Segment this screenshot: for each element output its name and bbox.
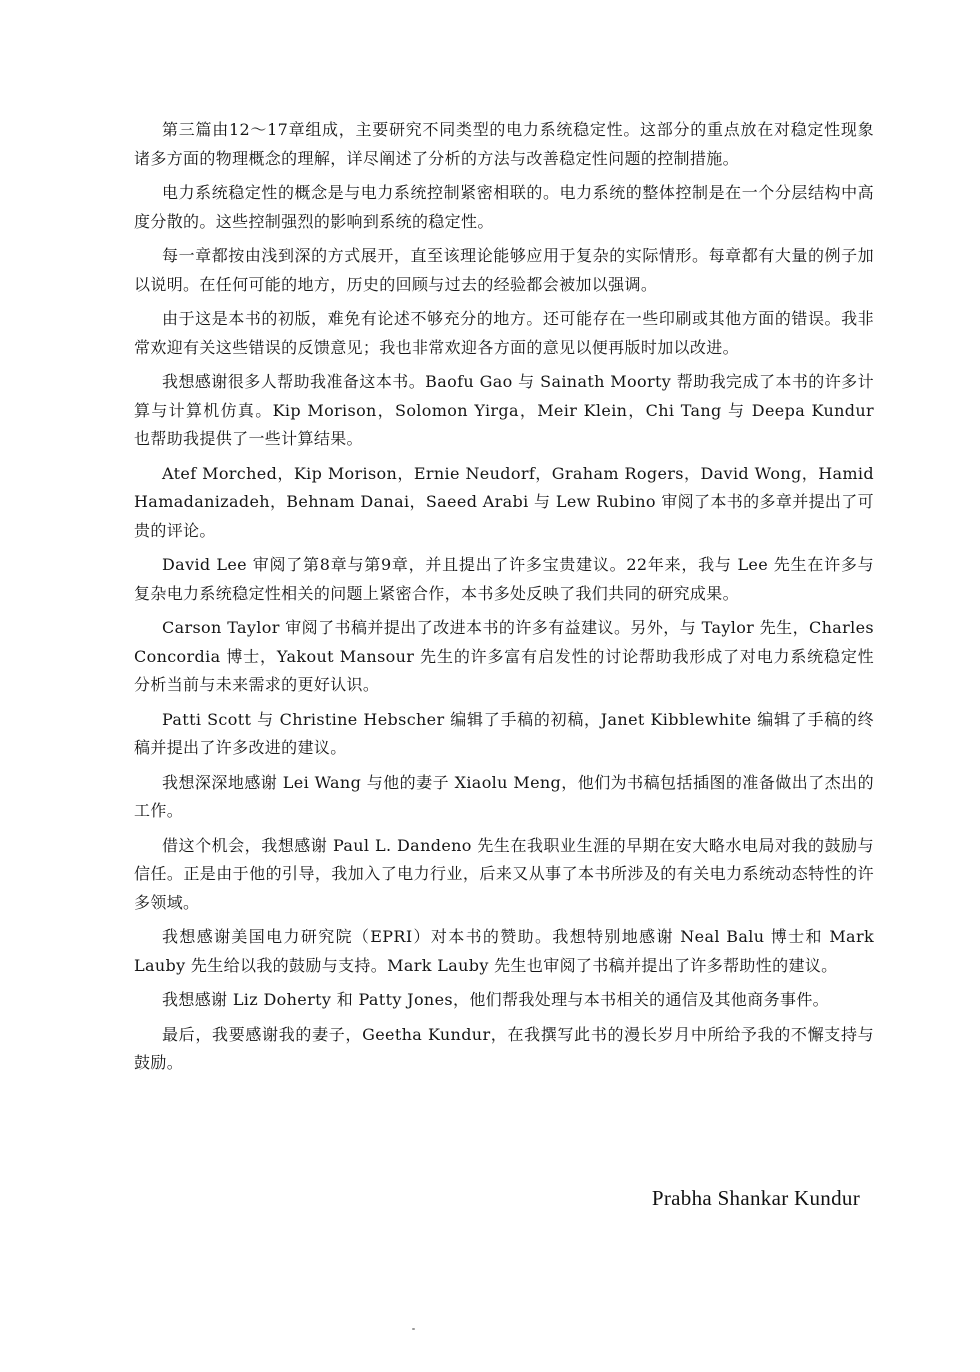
paragraph-acknowledgement-editors: Patti Scott 与 Christine Hebscher 编辑了手稿的初稿，Janet Kibblewhite 编辑了手稿的终稿并提出了许多改进的建议。 [134,709,874,757]
author-signature: Prabha Shankar Kundur [651,1186,860,1210]
paragraph-acknowledgement-computations: 我想感谢很多人帮助我准备这本书。Baofu Gao 与 Sainath Moorty 帮助我完成了本书的许多计算与计算机仿真。Kip Morison，Solomon Yirga，Meir Klein，Chi Tang 与 Deepa Kundur 也帮助我提供了一些计算结果。 [134,372,874,448]
paragraph-acknowledgement-dandeno: 借这个机会，我想感谢 Paul L. Dandeno 先生在我职业生涯的早期在安大略水电局对我的鼓励与信任。正是由于他的引导，我加入了电力行业，后来又从事了本书所涉及的有关电力系统动态特性的许多领域。 [134,835,874,912]
paragraph-acknowledgement-epri: 我想感谢美国电力研究院（EPRI）对本书的赞助。我想特别地感谢 Neal Balu 博士和 Mark Lauby 先生给以我的鼓励与支持。Mark Lauby 先生也审阅了书稿并提出了许多帮助性的建议。 [134,927,874,975]
paragraph-acknowledgement-wife: 最后，我要感谢我的妻子，Geetha Kundur，在我撰写此书的漫长岁月中所给予我的不懈支持与鼓励。 [134,1024,874,1072]
paragraph-acknowledgement-carson-taylor: Carson Taylor 审阅了书稿并提出了改进本书的许多有益建议。另外，与 Taylor 先生，Charles Concordia 博士，Yakout Mansour 先生的许多富有启发性的讨论帮助我形成了对电力系统稳定性分析当前与未来需求的更好认识。 [134,618,874,694]
paragraph-acknowledgement-correspondence: 我想感谢 Liz Doherty 和 Patty Jones，他们帮我处理与本书相关的通信及其他商务事件。 [162,990,830,1009]
paragraph-first-edition: 由于这是本书的初版，难免有论述不够充分的地方。还可能存在一些印刷或其他方面的错误。我非常欢迎有关这些错误的反馈意见；我也非常欢迎各方面的意见以便再版时加以改进。 [134,309,874,357]
scan-speck [412,1328,415,1330]
paragraph-chapter-approach: 每一章都按由浅到深的方式展开，直至该理论能够应用于复杂的实际情形。每章都有大量的例子加以说明。在任何可能的地方，历史的回顾与过去的经验都会被加以强调。 [134,246,874,294]
paragraph-acknowledgement-reviewers: Atef Morched，Kip Morison，Ernie Neudorf，Graham Rogers，David Wong，Hamid Hamadanizadeh，Behnam Danai，Saeed Arabi 与 Lew Rubino 审阅了本书的多章并提出了可贵的评论。 [134,463,874,540]
paragraph-acknowledgement-david-lee: David Lee 审阅了第8章与第9章，并且提出了许多宝贵建议。22年来，我与 Lee 先生在许多与复杂电力系统稳定性相关的问题上紧密合作，本书多处反映了我们共同的研究成果。 [134,555,874,603]
paragraph-acknowledgement-lei-wang: 我想深深地感谢 Lei Wang 与他的妻子 Xiaolu Meng，他们为书稿包括插图的准备做出了杰出的工作。 [134,772,874,820]
paragraph-part-three: 第三篇由12～17章组成，主要研究不同类型的电力系统稳定性。这部分的重点放在对稳定性现象诸多方面的物理概念的理解，详尽阐述了分析的方法与改善稳定性问题的控制措施。 [134,120,874,168]
paragraph-stability-control: 电力系统稳定性的概念是与电力系统控制紧密相联的。电力系统的整体控制是在一个分层结构中高度分散的。这些控制强烈的影响到系统的稳定性。 [134,183,874,231]
preface-body [134,116,874,1084]
